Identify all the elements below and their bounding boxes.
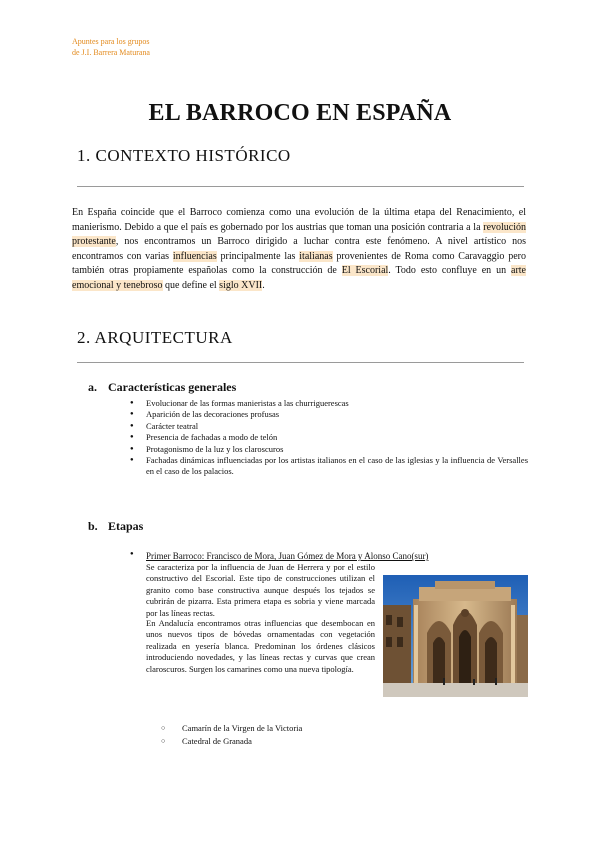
subheading-etapas xyxy=(88,519,143,534)
section-divider xyxy=(77,362,524,363)
subheading-caracteristicas xyxy=(88,380,236,395)
feature-item: ● Fachadas dinámicas influenciadas por los artistas italianos en el caso de las iglesias y la influencia de Versalles en el caso de los palacios. xyxy=(130,455,528,478)
examples-list xyxy=(161,722,302,747)
feature-item: ● Presencia de fachadas a modo de telón xyxy=(130,432,528,443)
subheading-title: Etapas xyxy=(108,519,144,533)
paragraph-text: En España coincide que el Barroco comienza como una evolución de la última etapa del Renacimiento, el manierismo. Debido a que el país es gobernado por los austrias que toman una posición contraria a la xyxy=(72,207,526,233)
features-list xyxy=(130,398,528,478)
paragraph-text: provenientes de Roma como Caravaggio pero también otras propiamente españolas como la construcción de xyxy=(72,250,526,277)
feature-item: ● Protagonismo de la luz y los claroscuros xyxy=(130,444,528,455)
feature-item: ● Aparición de las decoraciones profusas xyxy=(130,409,528,420)
subheading-label: a. xyxy=(88,380,97,394)
stage-title: Primer Barroco: Francisco de Mora, Juan Gómez de Mora y Alonso Cano(sur) xyxy=(146,551,429,561)
bullet-icon: ● xyxy=(130,551,134,557)
header-line-1: Apuntes para los grupos xyxy=(72,37,150,46)
paragraph-text: . Todo esto confluye en un xyxy=(388,265,511,277)
cathedral-photo xyxy=(383,575,528,697)
paragraph-text: , nos encontramos un Barroco dirigido a luchar contra este fenómeno. A nivel artístico nos encontramos con varias xyxy=(72,236,526,262)
highlighted-term: italianas xyxy=(299,250,333,262)
context-paragraph xyxy=(72,206,526,294)
paragraph-text: principalmente las xyxy=(216,250,300,262)
cathedral-illustration xyxy=(383,575,528,697)
paragraph-text: que define el xyxy=(162,279,220,291)
section-heading-arquitectura: 2. ARQUITECTURA xyxy=(77,328,233,347)
stage-text-1: Se caracteriza por la influencia de Juan de Herrera y por el estilo constructivo del Escorial. Este tipo de construcciones utilizan el granito como base constructiva aunque después los tejados se cubrirán de pizarra. Esta primera etapa es sobria y viene marcada por las líneas rectas. xyxy=(146,562,375,618)
section-divider xyxy=(77,186,524,187)
feature-item: ● Carácter teatral xyxy=(130,421,528,432)
highlighted-term: El Escorial xyxy=(341,265,389,277)
page-header xyxy=(72,36,150,58)
paragraph-text: . xyxy=(262,279,265,291)
subheading-label: b. xyxy=(88,519,98,533)
highlighted-term: influencias xyxy=(172,250,217,262)
highlighted-term: siglo XVII xyxy=(219,279,263,291)
highlighted-term: arte emocional y tenebroso xyxy=(72,265,526,291)
document-title: EL BARROCO EN ESPAÑA xyxy=(148,100,452,126)
stage-text-2: En Andalucía encontramos otras influencias que desembocan en unos nuevos tipos de bóvedas ornamentadas con vegetación realizada en yesería blanca. Predominan los órdenes clásicos introduciendo novedades, y las líneas rectas y curvas que crean claroscuros. Surgen los camarines como una nueva tipología. xyxy=(146,618,375,674)
highlighted-term: revolución protestante xyxy=(72,221,526,248)
example-item: ○ Catedral de Granada xyxy=(161,735,302,748)
header-line-2: de J.I. Barrera Maturana xyxy=(72,48,150,57)
subheading-title: Características generales xyxy=(108,380,237,394)
feature-item: ● Evolucionar de las formas manieristas a las churriguerescas xyxy=(130,398,528,409)
example-item: ○ Camarín de la Virgen de la Victoria xyxy=(161,722,302,735)
section-heading-contexto: 1. CONTEXTO HISTÓRICO xyxy=(77,146,291,165)
